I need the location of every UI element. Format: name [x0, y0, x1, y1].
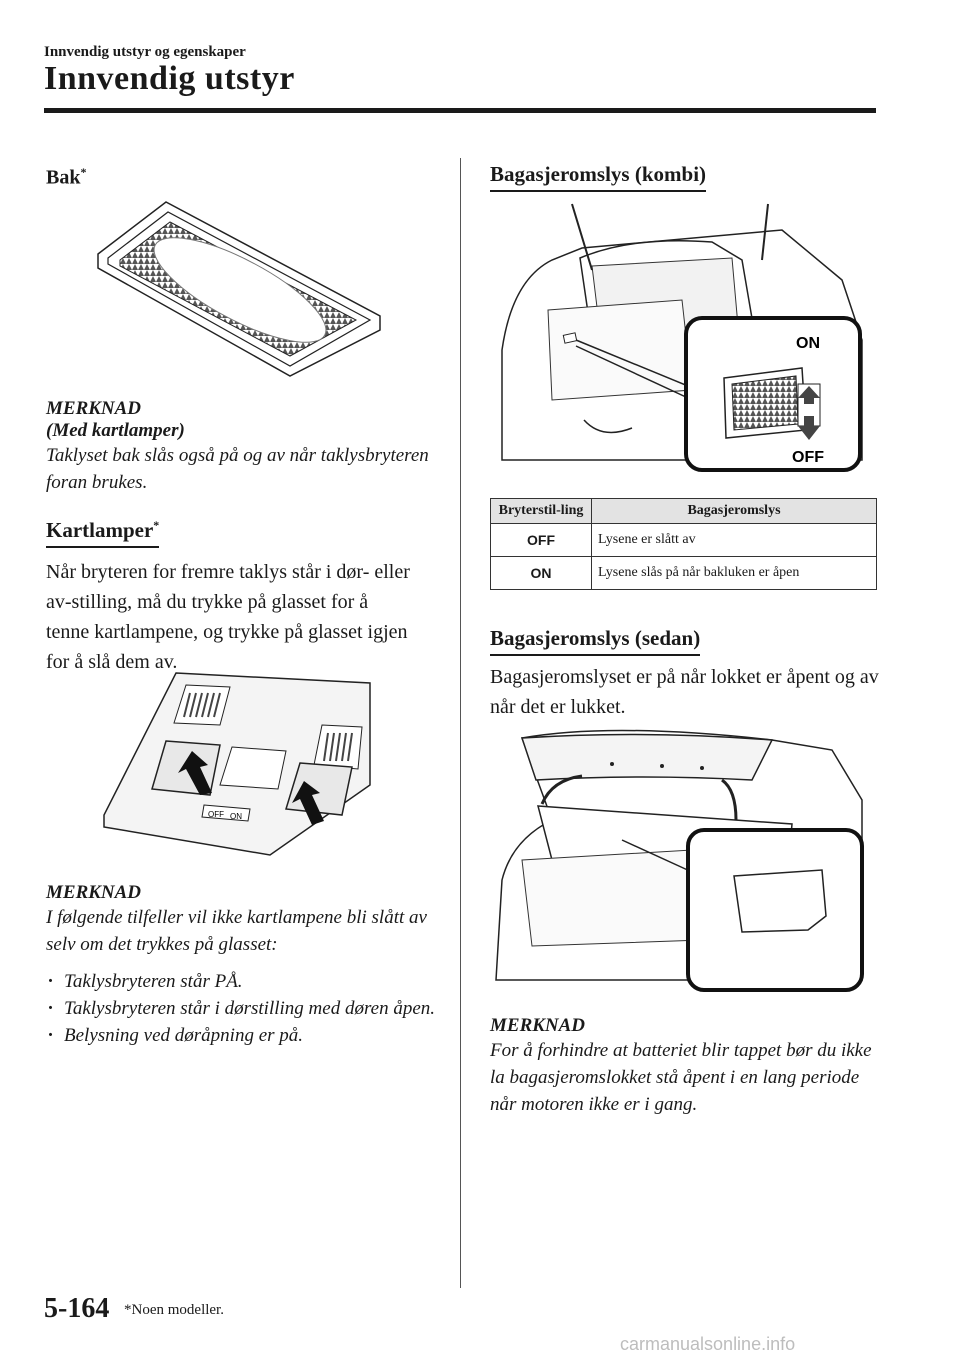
switch-position-table	[490, 498, 877, 590]
kombi-heading	[490, 162, 706, 192]
page-number: 5-164	[44, 1293, 110, 1324]
chapter-kicker: Innvendig utstyr og egenskaper	[44, 44, 246, 60]
footnote: *Noen modeller.	[124, 1302, 224, 1318]
sedan-underline	[490, 654, 700, 656]
sedan-heading-text: Bagasjeromslys (sedan)	[490, 626, 701, 650]
trunk-lamp-icon	[734, 870, 826, 932]
bak-heading-text: Bak	[46, 166, 81, 189]
note-subheading: (Med kartlamper)	[46, 420, 185, 441]
kombi-heading-text: Bagasjeromslys (kombi)	[490, 162, 707, 186]
kartlamper-underline	[46, 546, 159, 548]
note-heading: MERKNAD	[46, 882, 142, 903]
kartlamper-heading-star: *	[153, 518, 160, 532]
sedan-text: Bagasjeromslyset er på når lokket er åpent og av når det er lukket.	[490, 666, 879, 718]
note-text: Taklyset bak slås også på og av når taklysbryteren foran brukes.	[46, 445, 429, 493]
page-title: Innvendig utstyr	[44, 60, 295, 97]
note-rear-lamp	[46, 398, 441, 496]
title-rule	[44, 108, 876, 113]
note-map-lamps	[46, 882, 441, 1049]
bak-heading	[46, 165, 86, 190]
note-bullet-list	[46, 968, 441, 1049]
note-text: For å forhindre at batteriet blir tappet bør du ikke la bagasjeromslokket stå åpent i en lang periode når motoren ikke er i gang.	[490, 1040, 872, 1115]
table-cell-value: Lysene slås på når bakluken er åpen	[592, 557, 877, 590]
table-header-position: Bryterstil-ling	[491, 499, 592, 524]
note-trunk-lid	[490, 1015, 882, 1118]
bak-heading-star: *	[80, 165, 87, 179]
kombi-trunk-light-illustration	[492, 200, 868, 474]
note-heading: MERKNAD	[46, 398, 142, 419]
note-text: I følgende tilfeller vil ikke kartlampene bli slått av selv om det trykkes på glasset:	[46, 907, 427, 955]
watermark: carmanualsonline.info	[620, 1334, 796, 1354]
table-row	[491, 524, 877, 557]
kartlamper-heading-text: Kartlamper	[46, 518, 154, 542]
sedan-heading	[490, 626, 700, 656]
off-label: OFF	[792, 449, 824, 466]
on-label: ON	[796, 335, 820, 352]
kombi-underline	[490, 190, 706, 192]
map-off-label: OFF	[208, 810, 224, 819]
column-divider	[460, 158, 461, 1288]
kartlamper-heading	[46, 518, 159, 548]
rear-dome-lamp-illustration	[90, 198, 390, 380]
table-header-light: Bagasjeromslys	[592, 499, 877, 524]
list-item: · Taklysbryteren står PÅ.	[46, 968, 441, 995]
table-cell-value: Lysene er slått av	[592, 524, 877, 557]
map-on-label: ON	[230, 812, 242, 821]
table-cell-key: OFF	[491, 524, 592, 557]
sedan-trunk-illustration	[492, 720, 868, 994]
list-item: · Belysning ved døråpning er på.	[46, 1022, 441, 1049]
table-row	[491, 557, 877, 590]
kartlamper-text: Når bryteren for fremre taklys står i dør- eller av-stilling, må du trykke på glasset for å tenne kartlampene, og trykke på glasset igjen for å slå dem av.	[46, 561, 410, 673]
table-cell-key: ON	[491, 557, 592, 590]
map-lamp-illustration	[100, 665, 380, 863]
list-item: · Taklysbryteren står i dørstilling med døren åpen.	[46, 995, 441, 1022]
note-heading: MERKNAD	[490, 1015, 586, 1036]
